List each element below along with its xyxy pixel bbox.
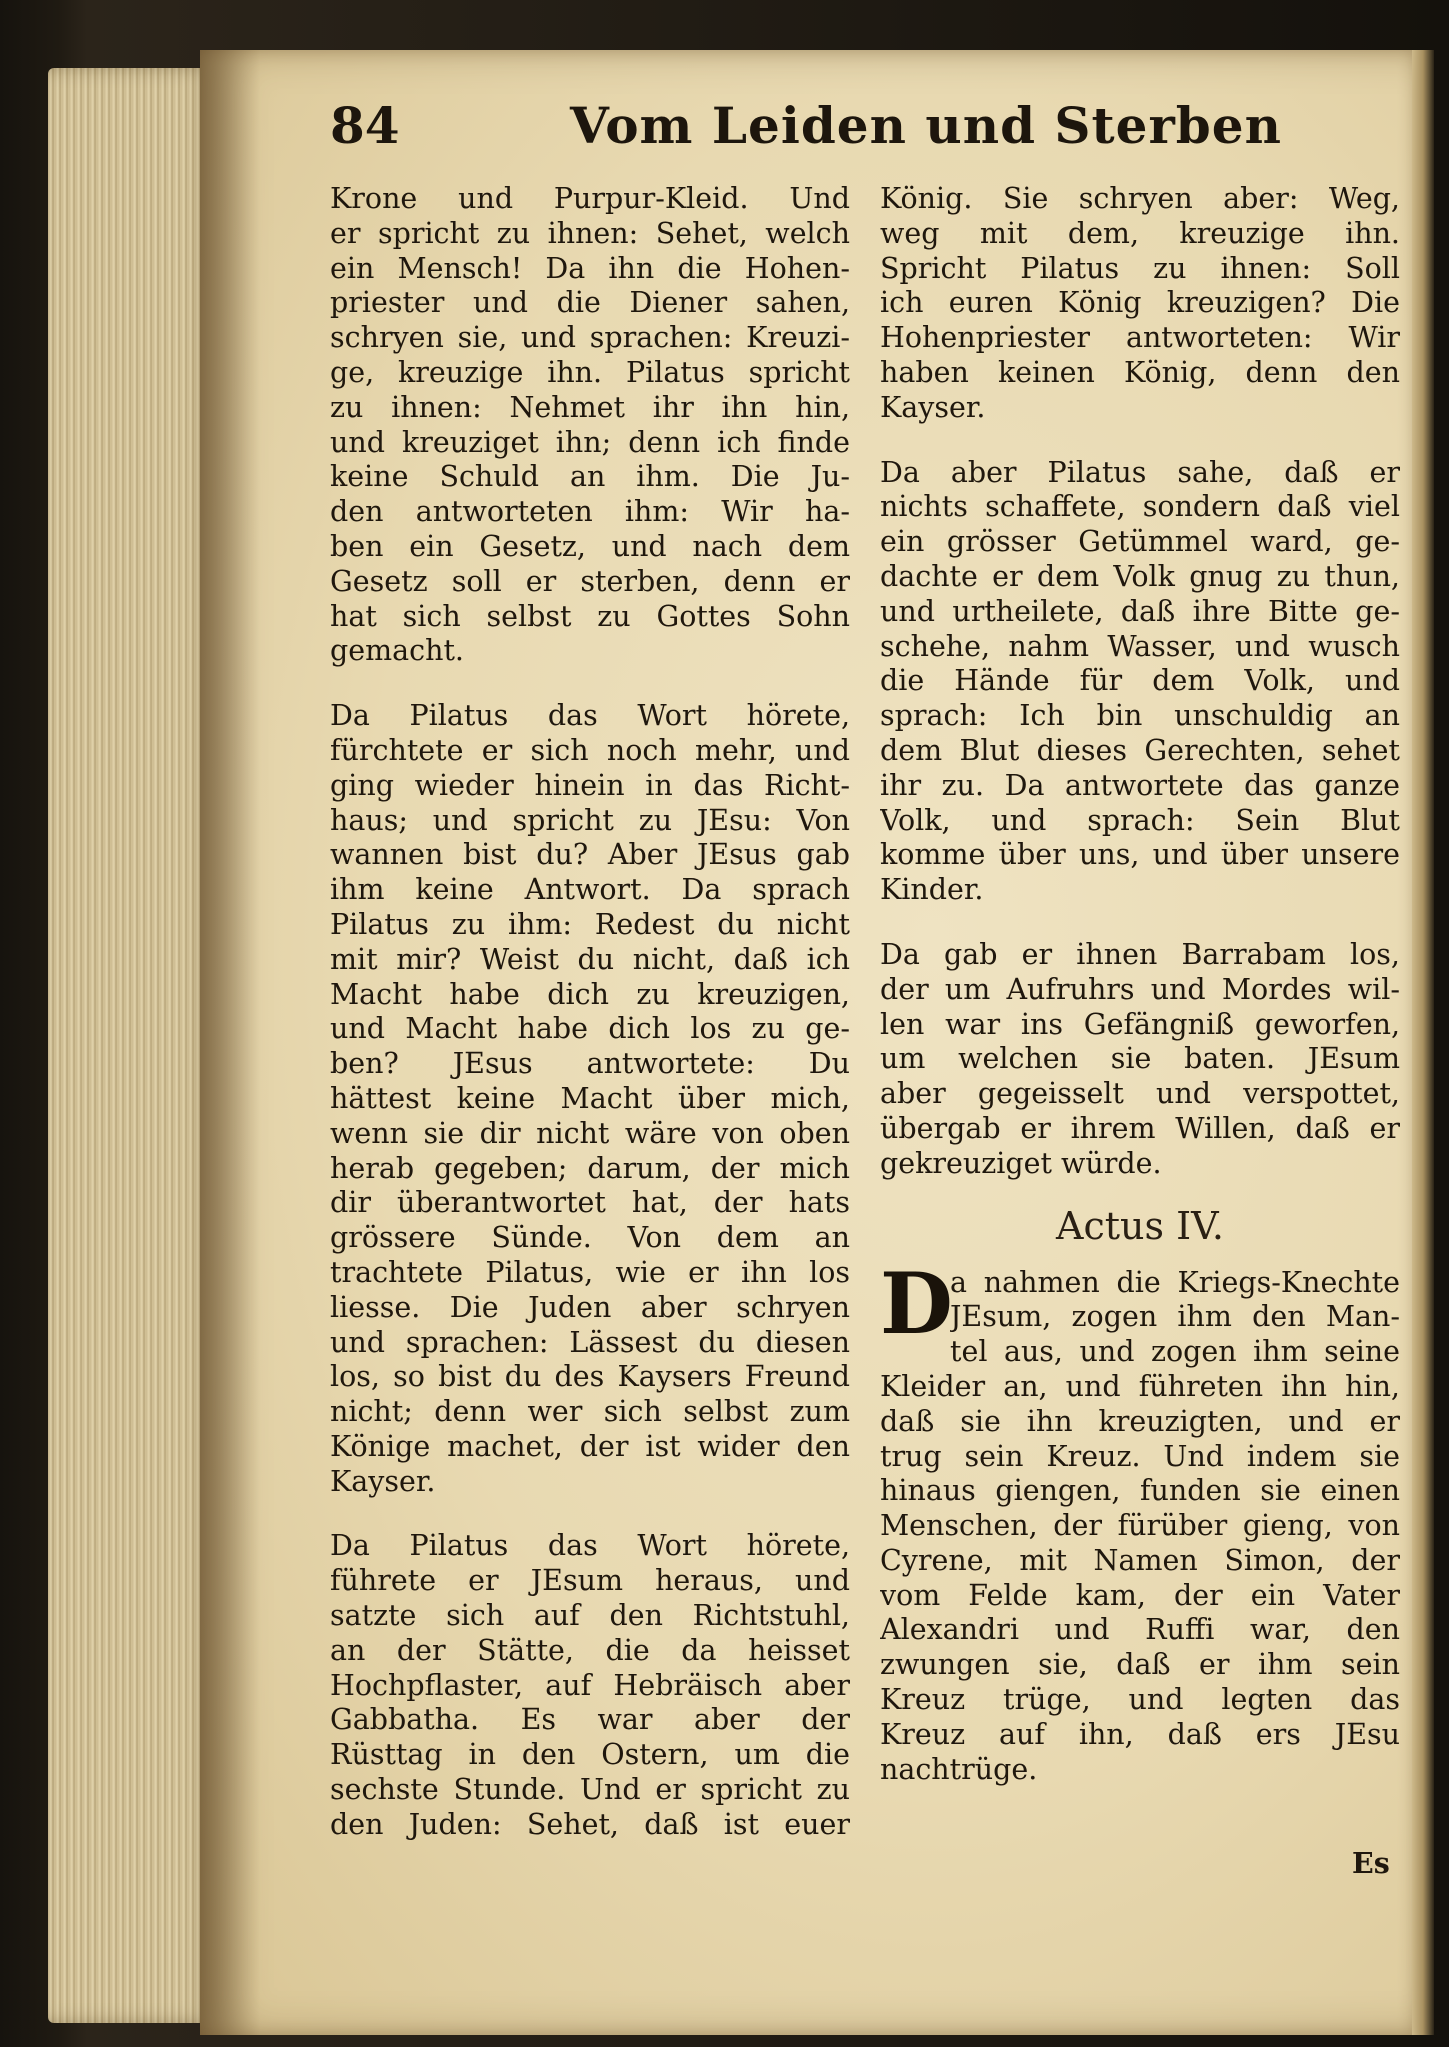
dropcap: D	[880, 1253, 953, 1353]
text-line: satzte sich auf den Richtstuhl,	[330, 1599, 850, 1633]
text-line: a nahmen die Kriegs-Knechte	[950, 1265, 1400, 1299]
text-line: ben? JEsus antwortete: Du	[330, 1047, 850, 1081]
paragraph	[330, 699, 850, 1499]
text-line: um welchen sie baten. JEsum	[880, 1042, 1400, 1076]
text-line: hättest keine Macht über mich,	[330, 1081, 850, 1115]
page-number: 84	[330, 96, 400, 155]
text-line: nachtrüge.	[880, 1752, 1038, 1786]
gutter-shadow	[200, 50, 260, 2035]
text-line: Kayser.	[880, 390, 986, 424]
text-line: führete er JEsum heraus, und	[330, 1564, 850, 1598]
text-line: dachte er dem Volk gnug zu thun,	[880, 559, 1400, 593]
text-line: nicht; denn wer sich selbst zum	[330, 1395, 850, 1429]
text-line: schryen sie, und sprachen: Kreuzi-	[330, 321, 850, 355]
text-line: ein Mensch! Da ihn die Hohen-	[330, 251, 850, 285]
text-line: Krone und Purpur-Kleid. Und	[330, 182, 850, 215]
text-line: dem Blut dieses Gerechten, sehet	[880, 733, 1400, 767]
text-line: übergab er ihrem Willen, daß er	[880, 1111, 1400, 1145]
text-line: Pilatus zu ihm: Redest du nicht	[330, 907, 850, 941]
text-line: gemacht.	[330, 634, 464, 668]
text-line: sprach: Ich bin unschuldig an	[880, 699, 1400, 733]
text-line: Da aber Pilatus sahe, daß er	[880, 455, 1400, 489]
text-line: Gabbatha. Es war aber der	[330, 1703, 850, 1737]
text-line: Da gab er ihnen Barrabam los,	[880, 937, 1400, 971]
page-edges	[48, 68, 213, 2023]
text-line: grössere Sünde. Von dem an	[330, 1221, 850, 1255]
text-line: fürchtete er sich noch mehr, und	[330, 733, 850, 767]
paragraph	[330, 1529, 850, 1842]
text-line: und Macht habe dich los zu ge-	[330, 1012, 850, 1046]
text-line: liesse. Die Juden aber schryen	[330, 1290, 850, 1324]
text-line: Rüsttag in den Ostern, um die	[330, 1738, 850, 1772]
text-line: und sprachen: Lässest du diesen	[330, 1325, 850, 1359]
text-line: Hohenpriester antworteten: Wir	[880, 321, 1400, 355]
text-line: ge, kreuzige ihn. Pilatus spricht	[330, 355, 850, 389]
text-line: herab gegeben; darum, der mich	[330, 1151, 850, 1185]
paragraph-opening	[880, 1266, 1400, 1336]
text-line: haus; und spricht zu JEsu: Von	[330, 803, 850, 837]
text-line: Hochpflaster, auf Hebräisch aber	[330, 1668, 850, 1702]
running-title: Vom Leiden und Sterben	[570, 96, 1282, 155]
text-line: Könige machet, der ist wider den	[330, 1429, 850, 1463]
text-line: Cyrene, mit Namen Simon, der	[880, 1543, 1400, 1577]
text-line: ich euren König kreuzigen? Die	[880, 286, 1400, 320]
text-line: dir überantwortet hat, der hats	[330, 1186, 850, 1220]
text-line: ging wieder hinein in das Richt-	[330, 768, 850, 802]
text-line: trachtete Pilatus, wie er ihn los	[330, 1255, 850, 1289]
text-line: den antworteten ihm: Wir ha-	[330, 495, 850, 529]
paragraph	[330, 182, 850, 669]
paragraph	[880, 1335, 1400, 1787]
text-line: der um Aufruhrs und Mordes wil-	[880, 972, 1400, 1006]
paragraph	[880, 938, 1400, 1182]
paragraph	[880, 182, 1400, 426]
text-line: gekreuziget würde.	[880, 1146, 1162, 1180]
text-line: keine Schuld an ihm. Die Ju-	[330, 460, 850, 494]
text-line: Spricht Pilatus zu ihnen: Soll	[880, 251, 1400, 285]
text-line: len war ins Gefängniß geworfen,	[880, 1007, 1400, 1041]
text-line: Volk, und sprach: Sein Blut	[880, 803, 1400, 837]
text-line: mit mir? Weist du nicht, daß ich	[330, 942, 850, 976]
text-line: an der Stätte, die da heisset	[330, 1633, 850, 1667]
text-line: Menschen, der fürüber gieng, von	[880, 1509, 1400, 1543]
right-column	[880, 182, 1400, 1787]
text-line: wenn sie dir nicht wäre von oben	[330, 1116, 850, 1150]
text-line: haben keinen König, denn den	[880, 355, 1400, 389]
text-line: Macht habe dich zu kreuzigen,	[330, 977, 850, 1011]
text-line: ein grösser Getümmel ward, ge-	[880, 525, 1400, 559]
text-line: König. Sie schryen aber: Weg,	[880, 182, 1400, 215]
text-line: Gesetz soll er sterben, denn er	[330, 564, 850, 598]
text-line: ihr zu. Da antwortete das ganze	[880, 768, 1400, 802]
text-line: Kreuz auf ihn, daß ers JEsu	[880, 1717, 1400, 1751]
paragraph	[880, 456, 1400, 908]
text-line: komme über uns, und über unsere	[880, 838, 1400, 872]
text-line: Kayser.	[330, 1464, 436, 1498]
text-line: tel aus, und zogen ihm seine	[950, 1335, 1400, 1369]
text-line: Alexandri und Ruffi war, den	[880, 1613, 1400, 1647]
text-line: und kreuziget ihn; denn ich finde	[330, 425, 850, 459]
text-line: wannen bist du? Aber JEsus gab	[330, 838, 850, 872]
text-line: priester und die Diener sahen,	[330, 286, 850, 320]
text-line: er spricht zu ihnen: Sehet, welch	[330, 216, 850, 250]
text-line: die Hände für dem Volk, und	[880, 664, 1400, 698]
text-line: Da Pilatus das Wort hörete,	[330, 1529, 850, 1563]
text-line: hinaus giengen, funden sie einen	[880, 1474, 1400, 1508]
text-line: sechste Stunde. Und er spricht zu	[330, 1773, 850, 1807]
text-line: zu ihnen: Nehmet ihr ihn hin,	[330, 390, 850, 424]
text-line: vom Felde kam, der ein Vater	[880, 1578, 1400, 1612]
text-line: hat sich selbst zu Gottes Sohn	[330, 599, 850, 633]
text-line: Kinder.	[880, 873, 984, 907]
left-column	[330, 182, 850, 1843]
text-line: ihm keine Antwort. Da sprach	[330, 873, 850, 907]
page-right-edge	[1412, 50, 1434, 2035]
page-header	[330, 96, 1449, 156]
text-line: JEsum, zogen ihm den Man-	[950, 1300, 1400, 1334]
text-line: weg mit dem, kreuzige ihn.	[880, 216, 1400, 250]
act-heading: Actus IV.	[1056, 1203, 1224, 1248]
text-line: schehe, nahm Wasser, und wusch	[880, 629, 1400, 663]
text-line: nichts schaffete, sondern daß viel	[880, 490, 1400, 524]
text-line: zwungen sie, daß er ihm sein	[880, 1648, 1400, 1682]
text-line: daß sie ihn kreuzigten, und er	[880, 1404, 1400, 1438]
text-line: Da Pilatus das Wort hörete,	[330, 699, 850, 733]
text-line: trug sein Kreuz. Und indem sie	[880, 1439, 1400, 1473]
text-line: aber gegeisselt und verspottet,	[880, 1077, 1400, 1111]
text-line: los, so bist du des Kaysers Freund	[330, 1360, 850, 1394]
text-line: und urtheilete, daß ihre Bitte ge-	[880, 594, 1400, 628]
text-line: Kleider an, und führeten ihn hin,	[880, 1369, 1400, 1403]
catchword: Es	[1352, 1846, 1390, 1880]
text-line: Kreuz trüge, und legten das	[880, 1683, 1400, 1717]
text-line: den Juden: Sehet, daß ist euer	[330, 1807, 850, 1841]
text-line: ben ein Gesetz, und nach dem	[330, 529, 850, 563]
